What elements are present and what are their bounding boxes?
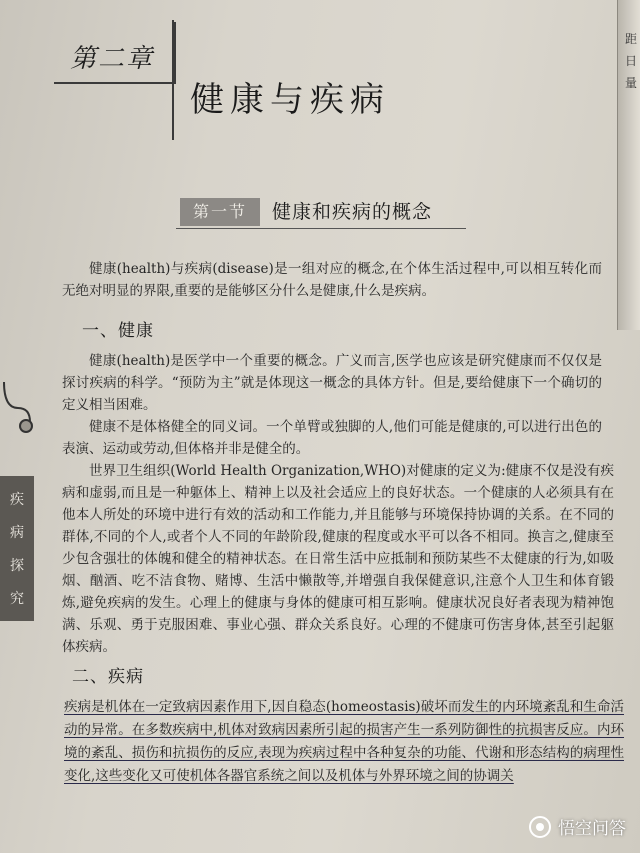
intro-paragraph: 健康(health)与疾病(disease)是一组对应的概念,在个体生活过程中,可以相互转化而无绝对明显的界限,重要的是能够区分什么是健康,什么是疾病。 bbox=[62, 261, 602, 299]
next-page-char: 距 bbox=[624, 32, 637, 46]
next-page-char: 量 bbox=[624, 76, 637, 90]
watermark-text: 悟空问答 bbox=[558, 819, 626, 839]
side-tab-char: 疾 bbox=[10, 491, 24, 508]
next-page-char: 日 bbox=[624, 54, 637, 68]
wukong-logo-icon bbox=[528, 815, 552, 839]
stethoscope-icon bbox=[0, 378, 34, 434]
side-tab-char: 探 bbox=[10, 558, 24, 575]
watermark bbox=[528, 814, 626, 839]
chapter-label: 第二章 bbox=[70, 44, 155, 74]
side-tab-char: 病 bbox=[10, 524, 24, 541]
next-page-edge bbox=[617, 0, 640, 330]
side-tab-char: 究 bbox=[10, 591, 24, 608]
disease-paragraph-1: 疾病是机体在一定致病因素作用下,因自稳态(homeostasis)破坏而发生的内环境紊乱和生命活动的异常。在多数疾病中,机体对致病因素所引起的损害产生一系列防御性的抗损害反应。内环境的紊乱、损伤和抗损伤的反应,表现为疾病过程中各种复杂的功能、代谢和形态结构的病理性变化,这些变化又可使机体各器官系统之间以及机体与外界环境之间的协调关 bbox=[64, 699, 624, 784]
side-tab bbox=[0, 476, 34, 621]
health-paragraph-3: 世界卫生组织(World Health Organization,WHO)对健康的定义为:健康不仅是没有疾病和虚弱,而且是一种躯体上、精神上以及社会适应上的良好状态。一个健康的人必须具有在他本人所处的环境中进行有效的活动和工作能力,并且能够与环境保持协调的关系。在不同的群体,不同的个人,或者个人不同的年龄阶段,健康的程度或水平可以各不相同。换言之,健康至少包含强壮的体魄和健全的精神状态。在日常生活中应抵制和预防某些不太健康的行为,如吸烟、酗酒、吃不洁食物、赌博、生活中懒散等,并增强自我保健意识,注意个人卫生和体育锻炼,避免疾病的发生。心理上的健康与身体的健康可相互影响。健康状况良好者表现为精神饱满、乐观、勇于克服困难、事业心强、群众关系良好。心理的不健康可伤害身体,甚至引起躯体疾病。 bbox=[62, 463, 614, 655]
health-paragraph-2: 健康不是体格健全的同义词。一个单臂或独脚的人,他们可能是健康的,可以进行出色的表演、运动或劳动,但体格并非是健全的。 bbox=[62, 419, 602, 457]
chapter-divider bbox=[172, 20, 174, 140]
heading-health: 一、健康 bbox=[82, 321, 154, 341]
health-paragraph-1: 健康(health)是医学中一个重要的概念。广义而言,医学也应该是研究健康而不仅仅是探讨疾病的科学。“预防为主”就是体现这一概念的具体方针。但是,要给健康下一个确切的定义相当困难。 bbox=[62, 353, 602, 413]
section-tag: 第一节 bbox=[180, 198, 260, 226]
chapter-title: 健康与疾病 bbox=[190, 80, 390, 120]
heading-disease: 二、疾病 bbox=[72, 667, 144, 687]
section-title: 健康和疾病的概念 bbox=[272, 201, 433, 223]
